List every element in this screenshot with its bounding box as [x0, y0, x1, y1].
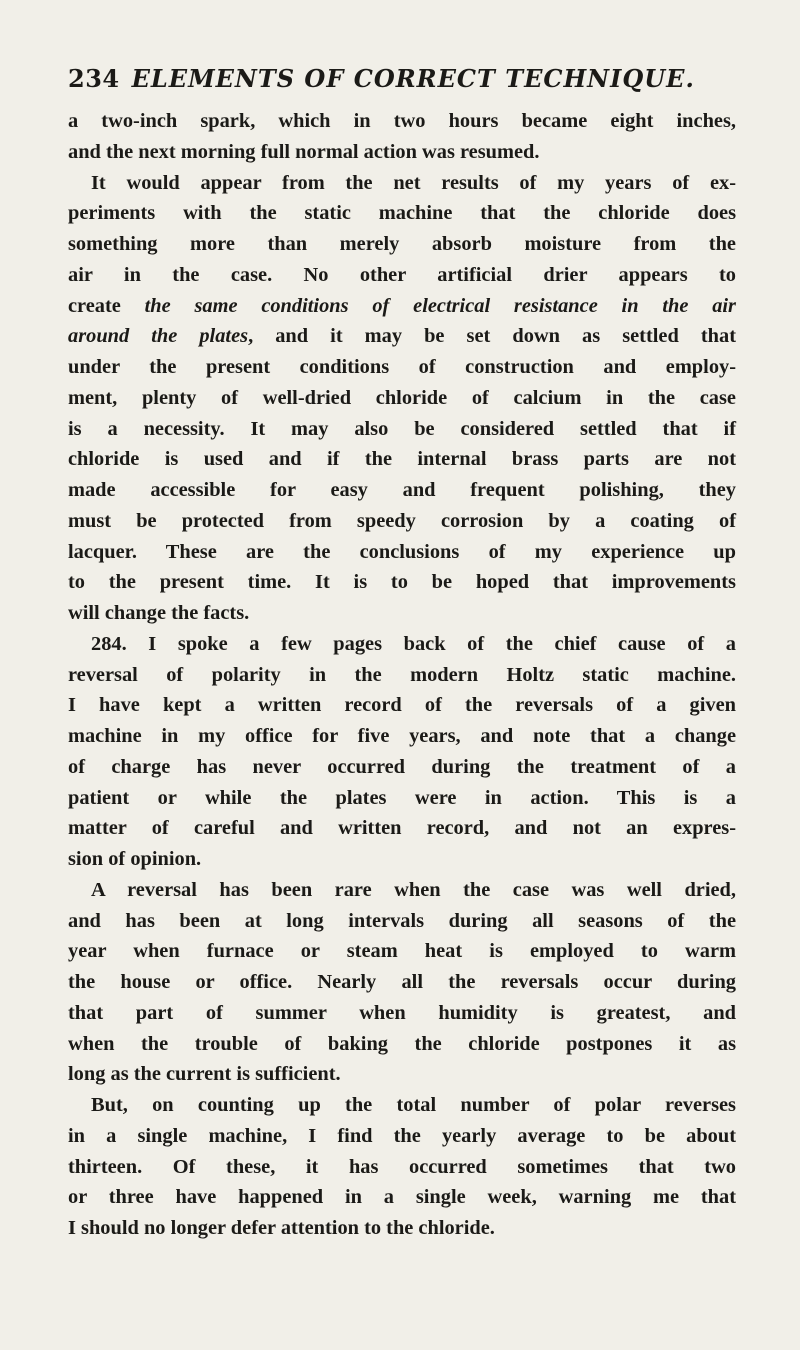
italic-phrase: around the plates [68, 325, 249, 348]
text-line: chloride is used and if the internal brass parts are not [68, 448, 736, 471]
text-line: long as the current is sufficient. [68, 1063, 341, 1086]
text-line: thirteen. Of these, it has occurred sometimes that two [68, 1155, 736, 1178]
text-line: ment, plenty of well-dried chloride of calcium in the case [68, 386, 736, 409]
text-line: and has been at long intervals during all seasons of the [68, 909, 736, 932]
text-line: the house or office. Nearly all the reversals occur during [68, 971, 736, 993]
text-line: of charge has never occurred during the treatment of a [68, 755, 736, 778]
text-line: that part of summer when humidity is greatest, and [68, 1001, 736, 1024]
page-number: 234 [68, 64, 120, 93]
text-line: will change the facts. [68, 602, 250, 624]
paragraph-4 [68, 875, 736, 1090]
text-line: matter of careful and written record, and not an expres- [68, 817, 736, 840]
text-line: must be protected from speedy corrosion by a coating of [68, 509, 736, 532]
text-line: A reversal has been rare when the case was well dried, [91, 878, 736, 901]
text-line: 284. I spoke a few pages back of the chief cause of a [91, 632, 736, 655]
text-line: something more than merely absorb moisture from the [68, 233, 736, 255]
paragraph-2 [68, 168, 736, 629]
text-line: reversal of polarity in the modern Holtz static machine. [68, 663, 736, 686]
text-line: or three have happened in a single week, warning me that [68, 1186, 736, 1209]
text-line: under the present conditions of construction and employ- [68, 356, 736, 378]
text-line: in a single machine, I find the yearly average to be about [68, 1124, 736, 1147]
text-line: I should no longer defer attention to the chloride. [68, 1217, 495, 1239]
paragraph-5 [68, 1090, 736, 1244]
text-line: and the next morning full normal action was resumed. [68, 140, 540, 163]
text-line: I have kept a written record of the reversals of a given [68, 694, 736, 717]
text-line: But, on counting up the total number of polar reverses [91, 1094, 736, 1116]
text-line: around the plates, and it may be set down as settled that [68, 325, 736, 348]
text-line: machine in my office for five years, and note that a change [68, 725, 736, 747]
text-line: It would appear from the net results of my years of ex- [91, 171, 736, 194]
text-line: made accessible for easy and frequent polishing, they [68, 479, 736, 501]
text-line: periments with the static machine that the chloride does [68, 202, 736, 225]
text-line: a two-inch spark, which in two hours became eight inches, [68, 110, 736, 132]
running-title: ELEMENTS OF CORRECT TECHNIQUE. [131, 64, 695, 93]
text-line: year when furnace or steam heat is employed to warm [68, 940, 736, 963]
text-line: when the trouble of baking the chloride postpones it as [68, 1032, 736, 1055]
text-line: sion of opinion. [68, 848, 202, 870]
paragraph-1 [68, 106, 736, 168]
text-line: create the same conditions of electrical resistance in the air [68, 294, 736, 317]
running-head [68, 64, 736, 106]
italic-phrase: the same conditions of electrical resistance in the air [144, 294, 736, 317]
text-line: air in the case. No other artificial drier appears to [68, 263, 736, 286]
text-line: lacquer. These are the conclusions of my experience up [68, 540, 736, 563]
book-page [68, 64, 736, 1244]
text-line: to the present time. It is to be hoped that improvements [68, 571, 736, 594]
body-text [68, 106, 736, 1244]
paragraph-3 [68, 629, 736, 875]
text-line: patient or while the plates were in action. This is a [68, 786, 736, 809]
text-line: is a necessity. It may also be considered settled that if [68, 417, 736, 440]
